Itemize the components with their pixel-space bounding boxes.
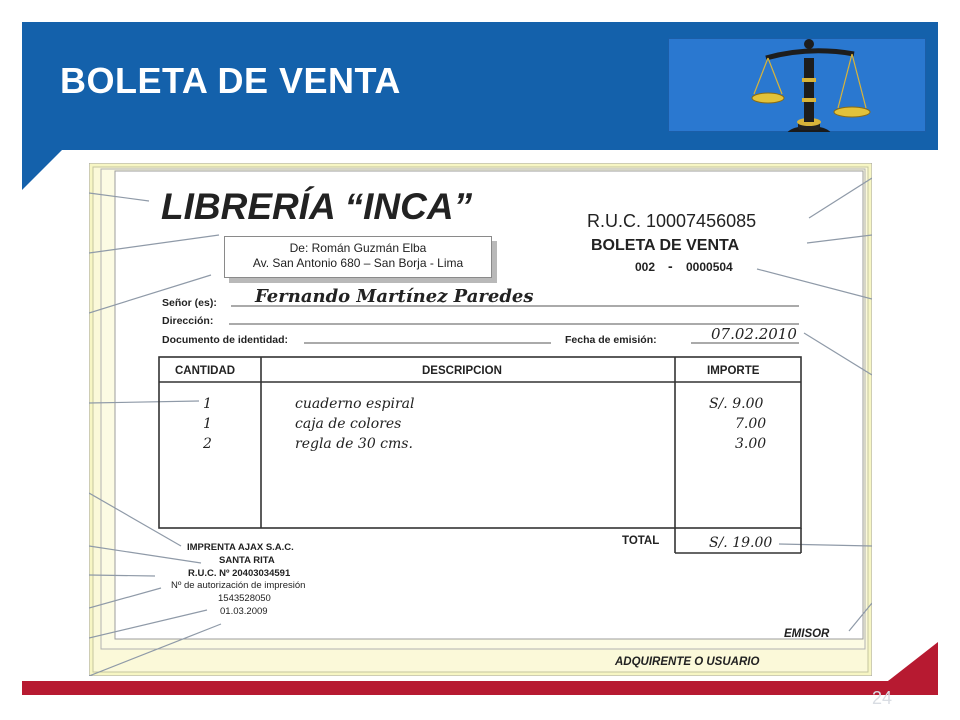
page-number: 24 <box>871 688 893 708</box>
item-qty: 1 <box>203 416 212 432</box>
doc-type: BOLETA DE VENTA <box>591 237 740 254</box>
item-qty: 2 <box>203 436 212 452</box>
customer-label: Señor (es): <box>162 297 217 309</box>
slide-title: BOLETA DE VENTA <box>60 60 401 101</box>
id-doc-label: Documento de identidad: <box>162 334 288 346</box>
item-desc: regla de 30 cms. <box>295 436 413 452</box>
series-separator: - <box>668 258 673 274</box>
printer-line: Nº de autorización de impresión <box>171 580 306 591</box>
column-description: DESCRIPCION <box>422 365 502 377</box>
callout-name: De: Román Guzmán Elba <box>289 241 427 255</box>
issue-date: 07.02.2010 <box>711 325 797 343</box>
item-amount: S/. 9.00 <box>709 396 764 412</box>
doc-number: 0000504 <box>686 260 733 274</box>
ruc-number: R.U.C. 10007456085 <box>587 211 757 231</box>
column-quantity: CANTIDAD <box>175 365 236 377</box>
item-qty: 1 <box>203 396 212 412</box>
copy-adquirente: ADQUIRENTE O USUARIO <box>615 656 760 668</box>
total-value: S/. 19.00 <box>709 535 773 551</box>
callout-address: Av. San Antonio 680 – San Borja - Lima <box>252 256 464 270</box>
issue-date-label: Fecha de emisión: <box>565 334 657 346</box>
copy-emisor: EMISOR <box>784 628 830 640</box>
column-amount: IMPORTE <box>707 365 760 377</box>
item-desc: caja de colores <box>295 416 402 432</box>
footer-bar <box>22 681 938 695</box>
item-amount: 7.00 <box>735 416 767 432</box>
printer-line: SANTA RITA <box>219 555 275 566</box>
printer-line: 1543528050 <box>218 593 271 604</box>
store-name: LIBRERÍA “INCA” <box>161 186 473 227</box>
customer-name: Fernando Martínez Paredes <box>255 286 534 307</box>
total-label: TOTAL <box>622 535 660 547</box>
printer-line: R.U.C. Nº 20403034591 <box>188 568 291 579</box>
printer-line: IMPRENTA AJAX S.A.C. <box>187 542 294 553</box>
address-label: Dirección: <box>162 315 214 327</box>
issuer-callout <box>224 236 492 278</box>
printer-line: 01.03.2009 <box>220 606 268 617</box>
series: 002 <box>635 260 656 274</box>
item-amount: 3.00 <box>735 436 767 452</box>
balance-scale-icon <box>668 38 926 132</box>
item-desc: cuaderno espiral <box>295 396 415 412</box>
